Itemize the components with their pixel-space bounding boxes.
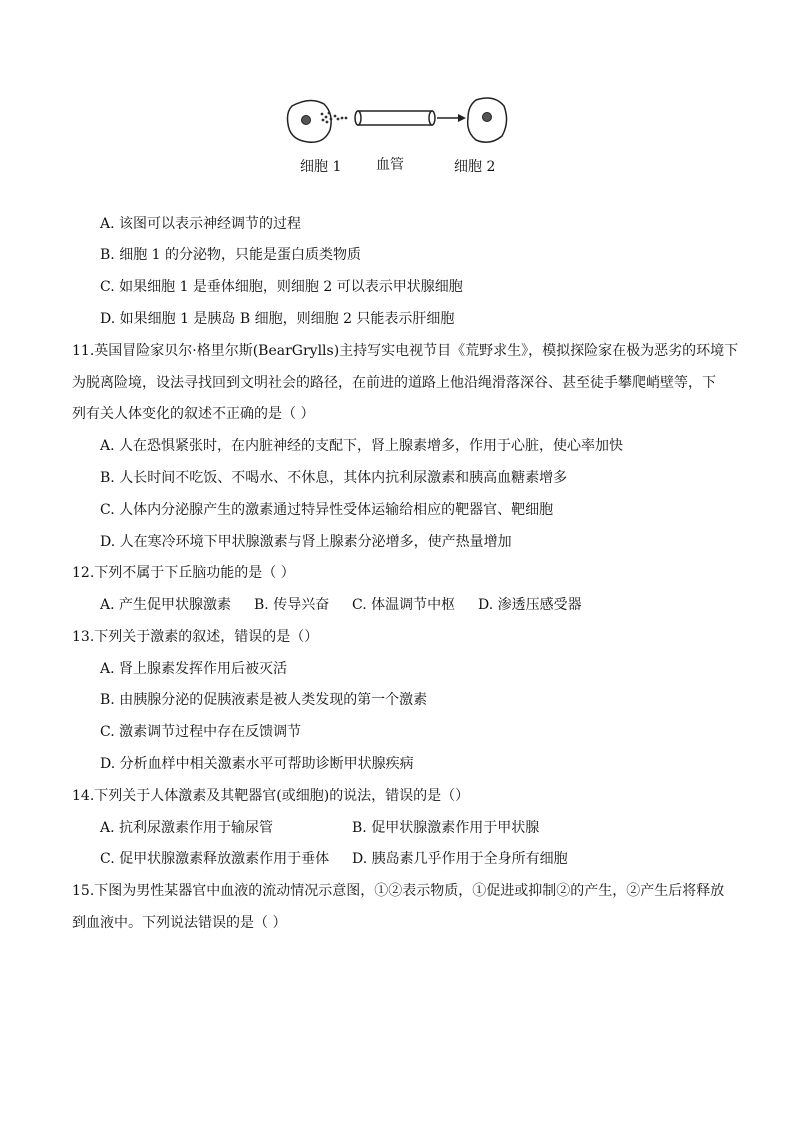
q15-stem-line-2: 到血液中。下列说法错误的是（ ） <box>72 915 287 931</box>
cell-1-label: 细胞 1 <box>300 159 342 175</box>
cell-secretion-diagram <box>280 92 510 180</box>
q11-option-c: C. 人体内分泌腺产生的激素通过特异性受体运输给相应的靶器官、靶细胞 <box>100 502 554 518</box>
q13-option-a: A. 肾上腺素发挥作用后被灭活 <box>100 661 288 677</box>
q12-option-d: D. 渗透压感受器 <box>478 597 582 613</box>
q11-stem-line-2: 为脱离险境，设法寻找回到文明社会的路径，在前进的道路上他沿绳滑落深谷、甚至徒手攀爬峭壁等，下 <box>72 375 716 391</box>
q12-option-c: C. 体温调节中枢 <box>352 597 456 613</box>
q12-option-b: B. 传导兴奋 <box>254 597 330 613</box>
q11-stem-line-3: 列有关人体变化的叙述不正确的是（ ） <box>72 406 315 422</box>
q13-option-c: C. 激素调节过程中存在反馈调节 <box>100 724 302 740</box>
q10-option-c: C. 如果细胞 1 是垂体细胞，则细胞 2 可以表示甲状腺细胞 <box>100 279 463 295</box>
cell-2-label: 细胞 2 <box>454 159 496 175</box>
q14-option-a: A. 抗利尿激素作用于输尿管 <box>100 820 274 836</box>
q14-option-d: D. 胰岛素几乎作用于全身所有细胞 <box>352 851 568 867</box>
q13-option-b: B. 由胰腺分泌的促胰液素是被人类发现的第一个激素 <box>100 692 428 708</box>
q14-stem: 14.下列关于人体激素及其靶器官(或细胞)的说法，错误的是（） <box>72 788 470 804</box>
q11-option-d: D. 人在寒冷环境下甲状腺激素与肾上腺素分泌增多，使产热量增加 <box>100 534 512 550</box>
q12-stem: 12.下列不属于下丘脑功能的是（ ） <box>72 565 295 581</box>
diagram-graphic <box>280 92 510 162</box>
q15-stem-line-1: 15.下图为男性某器官中血液的流动情况示意图，①②表示物质，①促进或抑制②的产生，②产生后将释放 <box>72 883 725 899</box>
cell-2-nucleus <box>483 113 492 122</box>
q14-option-b: B. 促甲状腺激素作用于甲状腺 <box>352 820 540 836</box>
q13-stem: 13.下列关于激素的叙述，错误的是（） <box>72 629 319 645</box>
q10-option-a: A. 该图可以表示神经调节的过程 <box>100 216 302 232</box>
q11-stem-line-1: 11.英国冒险家贝尔·格里尔斯(BearGrylls)主持写实电视节目《荒野求生》，模拟探险家在极为恶劣的环境下 <box>72 343 739 359</box>
q10-option-d: D. 如果细胞 1 是胰岛 B 细胞，则细胞 2 只能表示肝细胞 <box>100 311 455 327</box>
q11-option-a: A. 人在恐惧紧张时，在内脏神经的支配下，肾上腺素增多，作用于心脏，使心率加快 <box>100 438 624 454</box>
q12-options-row <box>100 595 582 615</box>
q13-option-d: D. 分析血样中相关激素水平可帮助诊断甲状腺疾病 <box>100 756 414 772</box>
vessel-label: 血管 <box>376 157 404 173</box>
q12-option-a: A. 产生促甲状腺激素 <box>100 597 232 613</box>
secretion-dots <box>321 112 348 124</box>
q10-option-b: B. 细胞 1 的分泌物，只能是蛋白质类物质 <box>100 247 361 263</box>
q11-option-b: B. 人长时间不吃饭、不喝水、不休息，其体内抗利尿激素和胰高血糖素增多 <box>100 470 568 486</box>
q14-options-row-2 <box>100 849 568 869</box>
q14-option-c: C. 促甲状腺激素释放激素作用于垂体 <box>100 851 330 867</box>
q14-options-row-1 <box>100 818 539 838</box>
cell-1-nucleus <box>302 116 311 125</box>
vessel-tube <box>358 111 432 125</box>
